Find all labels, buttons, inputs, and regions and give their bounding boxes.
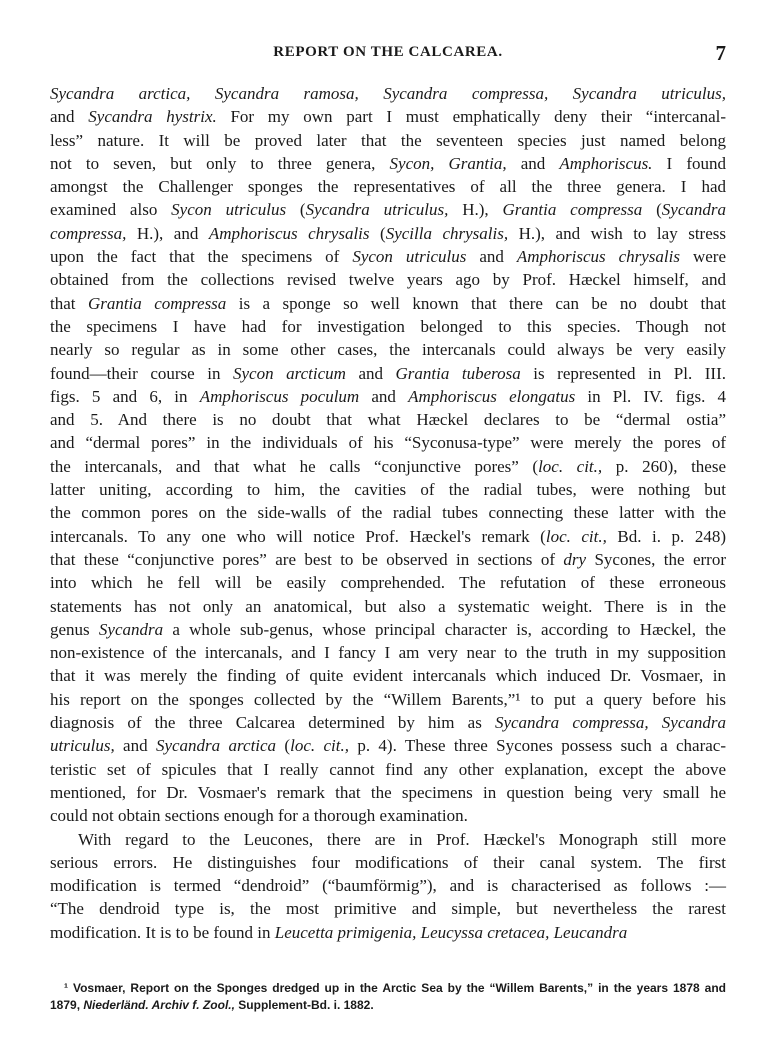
text-segment: and xyxy=(506,153,560,173)
text-segment: the specimens I have had for investigation belonged to this species. Though not xyxy=(50,316,726,336)
text-segment: could not obtain sections enough for a thorough examination. xyxy=(50,806,468,826)
text-segment: not to seven, but only to three genera, xyxy=(50,153,390,173)
text-line xyxy=(50,129,726,152)
footnote-text: 1879, xyxy=(50,998,84,1012)
text-line xyxy=(50,338,726,361)
text-segment: H.), and xyxy=(126,223,209,243)
text-line xyxy=(50,455,726,478)
text-segment: were xyxy=(679,247,726,267)
text-segment: nearly so regular as in some other cases, the intercanals could always be very easily xyxy=(50,340,726,360)
page-number: 7 xyxy=(715,41,726,65)
text-segment: p. 260), these xyxy=(602,456,726,476)
text-segment: and xyxy=(50,107,89,127)
text-segment: and 5. And there is no doubt that what Hæckel declares to be “dermal ostia” xyxy=(50,410,726,430)
italic-text: Sycandra xyxy=(661,200,726,220)
italic-text: Grantia tuberosa xyxy=(395,363,521,383)
text-segment: statements has not only an anatomical, but also a systematic weight. There is in the xyxy=(50,596,726,616)
italic-text: Amphoriscus. xyxy=(559,153,653,173)
text-line xyxy=(50,897,726,920)
text-segment: examined also xyxy=(50,200,172,220)
text-line xyxy=(50,664,726,687)
italic-text: Amphoriscus chrysalis xyxy=(208,223,370,243)
text-line xyxy=(50,82,726,105)
italic-text: Sycandra compressa, Sycandra xyxy=(494,713,727,733)
italic-text: Sycon arcticum xyxy=(233,363,346,383)
text-segment: less” nature. It will be proved later that the seventeen species just named belong xyxy=(50,130,726,150)
text-segment: H.), xyxy=(448,200,503,220)
text-segment: and xyxy=(359,386,409,406)
text-segment: figs. 5 and 6, in xyxy=(50,386,200,406)
text-segment: ( xyxy=(369,223,386,243)
text-segment: in Pl. IV. figs. 4 xyxy=(575,386,727,406)
text-line xyxy=(50,105,726,128)
text-segment: and xyxy=(114,736,156,756)
footnote-journal-title: Niederländ. Archiv f. Zool., xyxy=(83,998,235,1012)
text-segment: latter uniting, according to him, the cavities of the radial tubes, were nothing but xyxy=(50,480,726,500)
text-line xyxy=(50,292,726,315)
text-line xyxy=(50,804,726,827)
text-segment: genus xyxy=(50,619,99,639)
italic-text: Grantia compressa xyxy=(502,200,643,220)
text-line xyxy=(50,362,726,385)
text-segment: diagnosis of the three Calcarea determined by him as xyxy=(50,713,495,733)
text-line xyxy=(50,268,726,291)
text-segment: I found xyxy=(652,153,726,173)
italic-text: Sycon utriculus xyxy=(352,247,467,267)
page-header xyxy=(50,41,726,68)
text-segment: the intercanals, and that what he calls “conjunctive pores” ( xyxy=(50,456,539,476)
text-line xyxy=(50,385,726,408)
text-line xyxy=(50,198,726,221)
text-segment: is a sponge so well known that there can be no doubt that xyxy=(226,293,726,313)
text-segment: H.), and wish to lay stress xyxy=(508,223,726,243)
italic-text: Sycandra xyxy=(98,619,164,639)
italic-text: Sycilla chrysalis, xyxy=(385,223,509,243)
text-segment: intercanals. To any one who will notice Prof. Hæckel's remark ( xyxy=(50,526,546,546)
italic-text: utriculus, xyxy=(50,736,115,756)
text-segment: a whole sub-genus, whose principal character is, according to Hæckel, the xyxy=(163,619,726,639)
text-segment: that these “conjunctive pores” are best to be observed in sections of xyxy=(50,549,564,569)
text-line xyxy=(50,571,726,594)
italic-text: Sycandra arctica xyxy=(155,736,277,756)
footnotes xyxy=(50,980,726,1014)
text-line xyxy=(50,874,726,897)
text-line xyxy=(50,222,726,245)
italic-text: Amphoriscus chrysalis xyxy=(516,247,680,267)
text-segment: is represented in Pl. III. xyxy=(520,363,726,383)
text-segment: modification is termed “dendroid” (“baumförmig”), and is characterised as follows :— xyxy=(50,876,726,896)
text-segment: “The dendroid type is, the most primitive and simple, but nevertheless the rarest xyxy=(50,899,726,919)
italic-text: Amphoriscus poculum xyxy=(199,386,360,406)
text-segment: With regard to the Leucones, there are in Prof. Hæckel's Monograph still more xyxy=(78,829,726,849)
italic-text: Grantia compressa xyxy=(87,293,227,313)
text-segment: and xyxy=(466,247,517,267)
text-line xyxy=(50,431,726,454)
text-segment: obtained from the collections revised twelve years ago by Prof. Hæckel himself, and xyxy=(50,270,726,290)
text-segment: non-existence of the intercanals, and I fancy I am very near to the truth in my supposition xyxy=(50,643,726,663)
text-line xyxy=(50,781,726,804)
text-segment: mentioned, for Dr. Vosmaer's remark that the specimens in question being very small he xyxy=(50,782,726,802)
text-line xyxy=(50,525,726,548)
running-title: REPORT ON THE CALCAREA. xyxy=(273,44,503,60)
text-line xyxy=(50,734,726,757)
body-text xyxy=(50,82,726,944)
italic-text: Sycon utriculus xyxy=(171,200,287,220)
text-segment: Bd. i. p. 248) xyxy=(606,526,726,546)
text-line xyxy=(50,688,726,711)
text-line xyxy=(50,828,726,851)
italic-text: loc. cit., xyxy=(290,736,349,756)
italic-text: Sycandra arctica, Sycandra ramosa, Sycandra compressa, Sycandra utriculus, xyxy=(50,84,726,103)
text-line xyxy=(50,501,726,524)
text-segment: p. 4). These three Sycones possess such a charac- xyxy=(348,736,726,756)
text-segment: serious errors. He distinguishes four modifications of their canal system. The first xyxy=(50,852,726,872)
text-segment: modification. It is to be found in xyxy=(50,922,275,942)
text-line xyxy=(50,175,726,198)
italic-text: Amphoriscus elongatus xyxy=(408,386,576,406)
text-line xyxy=(50,315,726,338)
text-segment: teristic set of spicules that I really cannot find any other explanation, except the above xyxy=(50,759,726,779)
text-line xyxy=(50,152,726,175)
text-line xyxy=(50,478,726,501)
italic-text: loc. cit., xyxy=(538,456,603,476)
text-line xyxy=(50,548,726,571)
footnote-line: ¹ Vosmaer, Report on the Sponges dredged up in the Arctic Sea by the “Willem Barents,” in the years 1878 and xyxy=(64,981,726,995)
text-segment: Sycones, the error xyxy=(586,549,726,569)
text-segment: upon the fact that the specimens of xyxy=(50,247,353,267)
text-segment: that xyxy=(50,293,88,313)
footnote-text: Supplement-Bd. i. 1882. xyxy=(234,998,374,1012)
text-segment: ( xyxy=(642,200,662,220)
text-segment: For my own part I must emphatically deny their “intercanal- xyxy=(216,107,726,127)
italic-text: Sycon, Grantia, xyxy=(389,153,507,173)
italic-text: loc. cit., xyxy=(545,526,607,546)
text-segment: and “dermal pores” in the individuals of his “Syconusa-type” were merely the pores of xyxy=(50,433,726,453)
text-line xyxy=(50,595,726,618)
text-segment: ( xyxy=(276,736,291,756)
text-line xyxy=(50,641,726,664)
italic-text: compressa, xyxy=(50,223,127,243)
text-line xyxy=(50,711,726,734)
text-segment: ( xyxy=(286,200,306,220)
text-segment: that it was merely the finding of quite evident intercanals which induced Dr. Vosmaer, in xyxy=(50,666,726,686)
text-line xyxy=(50,245,726,268)
italic-text: Leucetta primigenia, Leucyssa cretacea, Leucandra xyxy=(274,922,628,942)
text-line xyxy=(50,408,726,431)
italic-text: Sycandra utriculus, xyxy=(305,200,449,220)
text-segment: his report on the sponges collected by the “Willem Barents,”¹ to put a query before his xyxy=(50,689,726,709)
text-line xyxy=(50,921,726,944)
text-segment: amongst the Challenger sponges the representatives of all the three genera. I had xyxy=(50,177,726,197)
italic-text: dry xyxy=(563,549,587,569)
italic-text: Sycandra hystrix. xyxy=(88,107,217,127)
text-segment: and xyxy=(345,363,396,383)
footnote-line xyxy=(50,997,726,1014)
text-segment: the common pores on the side-walls of the radial tubes connecting these latter with the xyxy=(50,503,726,523)
text-segment: into which he fell will be easily comprehended. The refutation of these erroneous xyxy=(50,573,726,593)
text-line xyxy=(50,851,726,874)
text-line xyxy=(50,618,726,641)
text-segment: found—their course in xyxy=(50,363,233,383)
text-line xyxy=(50,758,726,781)
